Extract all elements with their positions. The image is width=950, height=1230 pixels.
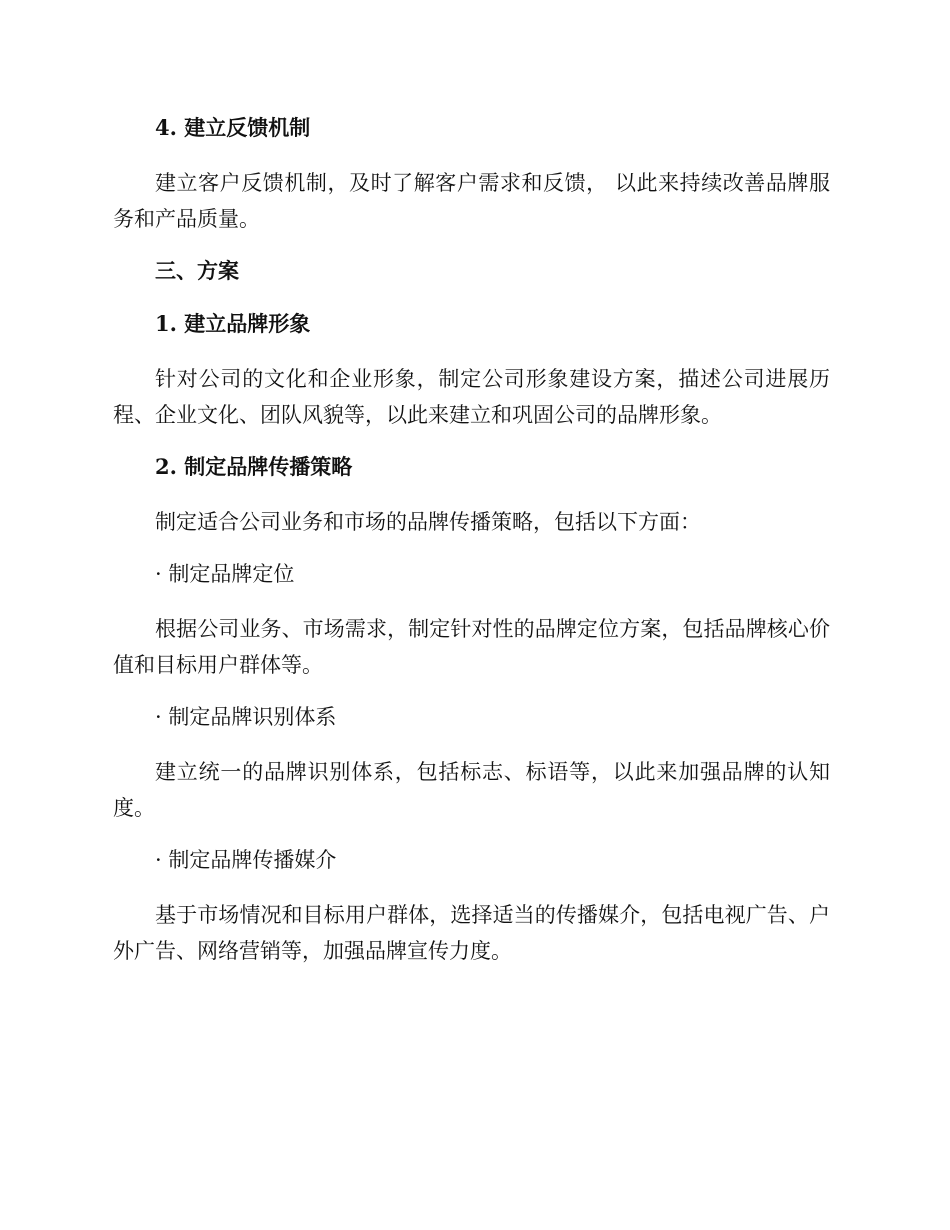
bullet-brand-media: · 制定品牌传播媒介 xyxy=(155,848,337,872)
section-heading-brand-image: 1. 建立品牌形象 xyxy=(155,311,311,336)
bullet-brand-positioning: · 制定品牌定位 xyxy=(155,562,295,586)
section-heading-plan: 三、方案 xyxy=(155,258,239,283)
paragraph-feedback: 建立客户反馈机制，及时了解客户需求和反馈， 以此来持续改善品牌服务和产品质量。 xyxy=(113,171,830,231)
paragraph-brand-image: 针对公司的文化和企业形象，制定公司形象建设方案，描述公司进展历程、企业文化、团队风貌等，以此来建立和巩固公司的品牌形象。 xyxy=(113,367,830,427)
paragraph-brand-identity: 建立统一的品牌识别体系，包括标志、标语等，以此来加强品牌的认知度。 xyxy=(113,760,830,820)
paragraph-brand-strategy: 制定适合公司业务和市场的品牌传播策略，包括以下方面： xyxy=(155,510,701,534)
section-heading-feedback: 4. 建立反馈机制 xyxy=(155,115,311,140)
bullet-brand-identity: · 制定品牌识别体系 xyxy=(155,705,337,729)
paragraph-brand-positioning: 根据公司业务、市场需求，制定针对性的品牌定位方案，包括品牌核心价值和目标用户群体等。 xyxy=(113,617,830,677)
section-heading-brand-strategy: 2. 制定品牌传播策略 xyxy=(155,454,353,479)
paragraph-brand-media: 基于市场情况和目标用户群体，选择适当的传播媒介，包括电视广告、户外广告、网络营销等，加强品牌宣传力度。 xyxy=(113,903,830,963)
